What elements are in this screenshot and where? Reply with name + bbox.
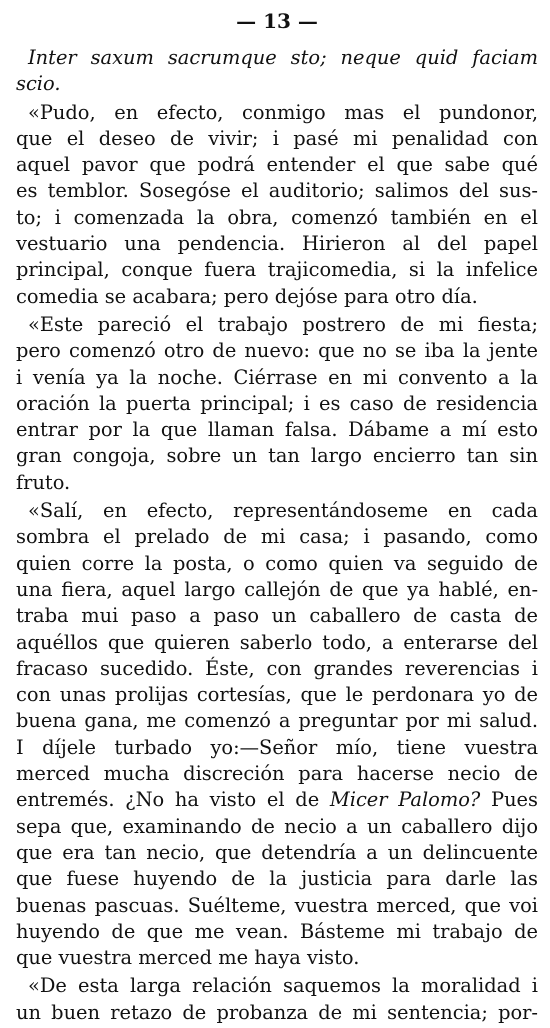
text-line: fracaso sucedido. Éste, con grandes reverencias i xyxy=(16,656,538,680)
text-line: «Pudo, en efecto, conmigo mas el pundonor, xyxy=(28,100,538,124)
text-line: vestuario una pendencia. Hirieron al del papel xyxy=(16,232,538,256)
text-line: un buen retazo de probanza de mi sentencia; por- xyxy=(16,1000,538,1024)
text-line: «De esta larga relación saquemos la moralidad i xyxy=(28,974,538,998)
text-line: entrar por la que llaman falsa. Dábame a mí esto xyxy=(16,418,538,442)
paragraph xyxy=(16,973,538,1026)
text-line: i venía ya la noche. Ciérrase en mi convento a la xyxy=(16,365,538,389)
text-line: I díjele turbado yo:—Señor mío, tiene vuestra xyxy=(16,735,538,759)
text-line: huyendo de que me vean. Básteme mi trabajo de xyxy=(16,919,538,943)
book-page xyxy=(16,6,538,1028)
text-line: con unas prolijas cortesías, que le perdonara yo de xyxy=(16,683,538,707)
text-line: que vuestra merced me haya visto. xyxy=(16,946,360,970)
text-line: que fuese huyendo de la justicia para darle las xyxy=(16,867,538,891)
paragraph xyxy=(16,498,538,971)
text-line: gran congoja, sobre un tan largo encierro tan sin xyxy=(16,444,538,468)
text-line: comedia se acabara; pero dejóse para otro día. xyxy=(16,284,478,308)
paragraph-latin-quote xyxy=(16,45,538,98)
text-line: «Salí, en efecto, representándoseme en cada xyxy=(28,499,538,523)
text-line: oración la puerta principal; i es caso de residencia xyxy=(16,391,538,415)
italic-title: Micer Palomo? xyxy=(329,788,481,812)
text-line: que era tan necio, que detendría a un delincuente xyxy=(16,840,538,864)
paragraph xyxy=(16,312,538,496)
text-line: scio. xyxy=(16,72,61,96)
text-line: merced mucha discreción para hacerse necio de xyxy=(16,762,538,786)
text-line: pero comenzó otro de nuevo: que no se iba la jente xyxy=(16,339,538,363)
text-line: principal, conque fuera trajicomedia, si la infelice xyxy=(16,258,538,282)
text-line: buenas pascuas. Suélteme, vuestra merced, que voi xyxy=(16,893,538,917)
text-line: Inter saxum sacrumque sto; neque quid faciam xyxy=(28,46,538,69)
text-line: sombra el prelado de mi casa; i pasando, como xyxy=(16,525,538,549)
text-line: quien corre la posta, o como quien va seguido de xyxy=(16,551,538,575)
text-line: que el deseo de vivir; i pasé mi penalidad con xyxy=(16,126,538,150)
text-line: fruto. xyxy=(16,470,71,494)
text-line-with-italic: entremés. ¿No ha visto el de Micer Palomo? Pues xyxy=(16,788,538,812)
text-line: una fiera, aquel largo callejón de que ya hablé, en- xyxy=(16,577,538,601)
text-line: aquel pavor que podrá entender el que sabe qué xyxy=(16,153,538,177)
paragraph xyxy=(16,100,538,310)
text-line: buena gana, me comenzó a preguntar por mi salud. xyxy=(16,709,538,733)
text-line: es temblor. Sosegóse el auditorio; salimos del sus- xyxy=(16,179,538,203)
text-line: sepa que, examinando de necio a un caballero dijo xyxy=(16,814,538,838)
text-line: «Este pareció el trabajo postrero de mi fiesta; xyxy=(28,312,538,336)
page-number: — 13 — xyxy=(236,9,318,33)
text-line: to; i comenzada la obra, comenzó también en el xyxy=(16,205,538,229)
text-line: traba mui paso a paso un caballero de casta de xyxy=(16,604,538,628)
text-line: aquéllos que quieren saberlo todo, a enterarse del xyxy=(16,630,538,654)
